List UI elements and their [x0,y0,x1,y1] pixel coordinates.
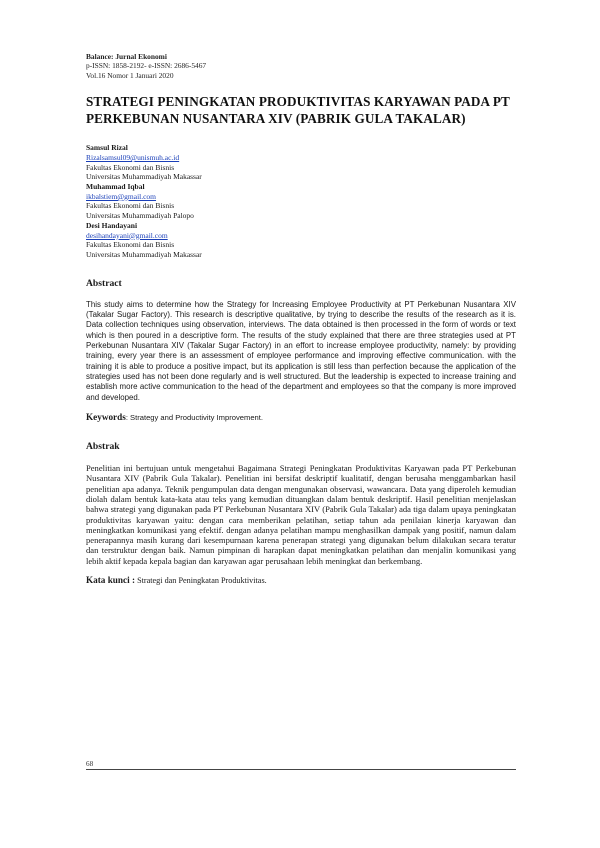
author-university: Universitas Muhammadiyah Makassar [86,249,202,259]
author-faculty: Fakultas Ekonomi dan Bisnis [86,162,175,172]
abstract-keywords [86,412,516,423]
author-email-link[interactable]: ikbalstiem@gmail.com [86,191,157,201]
abstrak-text: Penelitian ini bertujuan untuk mengetahui Bagaimana Strategi Peningkatan Produktivitas Karyawan pada PT Perkebunan Nusantara XIV (Pabrik Gula Takalar). Penelitian ini bersifat deskriptif kualitatif, dengan berusaha menggambarkan hasil penelitian apa adanya. Teknik pengumpulan data dengan mengunakan observasi, wawancara. Data yang diperoleh kemudian diolah dalam bentuk kata-kata atau teks yang kemudian dituangkan dalam bentuk deskriptif. Hasil penelitian menjelaskan bahwa strategi yang digunakan pada PT Perkebunan Nusantara XIV (Pabrik Gula Takalar) ada tiga dalam upaya peningkatan produktivitas karyawan yaitu: dengan cara memberikan pelatihan, setiap tahun ada penilaian kinerja karyawan dan meningkatkan komunikasi yang efektif. dengan adanya pelatihan mampu menghasilkan dampak yang positif, namun dalam penerapannya masih kurang dari kesempurnaan karena penerapan strategi yang digunakan belum dilakukan secara teratur dan terstruktur dengan baik. Namun pimpinan di harapkan dapat meningkatkan pelatihan dan menjalin komunikasi yang lebih aktif kepada kepala bagian dan karyawan agar perusahaan lebih meningkat dan berkembang. [86,463,516,566]
author-university: Universitas Muhammadiyah Makassar [86,172,202,182]
abstrak-keywords [86,575,516,586]
journal-header [86,52,516,80]
author-university: Universitas Muhammadiyah Palopo [86,211,194,221]
abstrak-heading: Abstrak [86,441,120,453]
journal-volume: Vol.16 Nomor 1 Januari 2020 [86,70,174,80]
journal-issn: p-ISSN: 1858-2192- e-ISSN: 2686-5467 [86,61,207,71]
author-email-link[interactable]: desihandayani@gmail.com [86,230,168,240]
author-name: Desi Handayani [86,220,138,230]
kata-kunci-label: Kata kunci : [86,575,136,586]
keywords-label: Keywords [86,412,126,423]
author-name: Muhammad Iqbal [86,182,145,192]
kata-kunci-text: Strategi dan Peningkatan Produktivitas. [135,576,267,586]
author-email-link[interactable]: Rizalsamsul09@unismuh.ac.id [86,152,180,162]
abstract-heading: Abstract [86,277,122,289]
author-name: Samsul Rizal [86,143,128,153]
keywords-text: : Strategy and Productivity Improvement. [125,413,263,423]
author-block [86,143,516,259]
journal-name: Balance: Jurnal Ekonomi [86,52,167,61]
footer-divider [86,769,516,770]
author-faculty: Fakultas Ekonomi dan Bisnis [86,201,175,211]
paper-title: STRATEGI PENINGKATAN PRODUKTIVITAS KARYAWAN PADA PT PERKEBUNAN NUSANTARA XIV (PABRIK GULA TAKALAR) [86,94,510,126]
abstract-text: This study aims to determine how the Strategy for Increasing Employee Productivity at PT Perkebunan Nusantara XIV (Takalar Sugar Factory). This research is descriptive qualitative, by trying to describe the results of the research as it is. Data collection techniques using observation, interviews. The data obtained is then processed in the form of words or text which is then poured in a descriptive form. The results of the study explained that there are three strategies used at PT Perkebunan Nusantara XIV (Takalar Sugar Factory) in an effort to increase employee productivity, namely: by providing training, every year there is an assessment of employee performance and improving effective communication. with the training it is able to produce a positive impact, but its application is still less than perfection because the application of the strategies used has not been done regularly and is well structured. But the leadership is expected to increase training and establish more active communication to the head of the department and employees so that the company is more improved and developed. [86,299,516,402]
page-number: 68 [86,760,94,768]
author-faculty: Fakultas Ekonomi dan Bisnis [86,240,175,250]
